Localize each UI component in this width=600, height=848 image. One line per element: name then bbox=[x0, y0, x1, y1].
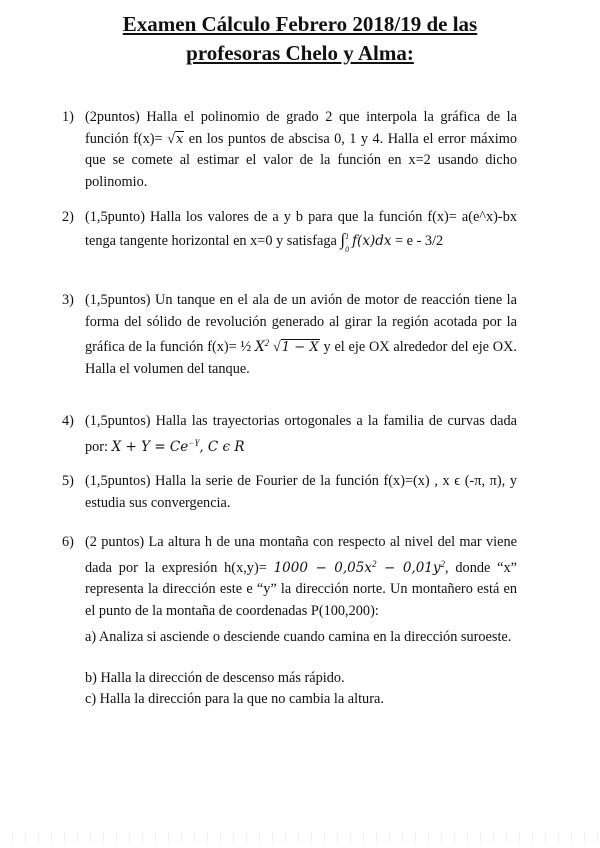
bottom-edge-divider bbox=[0, 832, 600, 842]
question-2 bbox=[62, 207, 517, 254]
subitem-b: b) Halla la dirección de descenso más rápido. bbox=[85, 670, 345, 686]
question-number: 6) bbox=[62, 534, 74, 550]
question-text: (2puntos) Halla el polinomio de grado 2 que interpola la gráfica de la función f(x)= bbox=[85, 109, 517, 147]
sqrt-argument: x bbox=[175, 131, 184, 147]
exponent: −Y bbox=[188, 437, 200, 448]
question-1 bbox=[62, 107, 517, 193]
sqrt-argument: 1 − X bbox=[281, 340, 319, 355]
question-number: 2) bbox=[62, 209, 74, 225]
integrand: f(x)dx bbox=[352, 232, 392, 249]
question-4 bbox=[62, 411, 517, 458]
subitem-c: c) Halla la dirección para la que no cambia la altura. bbox=[85, 691, 384, 707]
question-text: (1,5puntos) Halla las trayectorias ortogonales a la familia de curvas dada por: bbox=[85, 413, 517, 455]
question-text: (2 puntos) La altura h de una montaña con respecto al nivel del mar viene dada por la expresión h(x,y)= bbox=[85, 534, 517, 576]
question-text: y el eje OX alrededor del eje OX. Halla el volumen del tanque. bbox=[85, 339, 517, 377]
expression-part: 1000 − 0,05x bbox=[273, 559, 372, 576]
exponent: 2 bbox=[440, 558, 446, 569]
integral-upper-limit: 1 bbox=[345, 231, 350, 241]
question-3 bbox=[62, 290, 517, 380]
question-text: (1,5puntos) Halla la serie de Fourier de la función f(x)=(x) , x ϵ (-π, π), y estudia sus convergencia. bbox=[85, 473, 517, 511]
exponent: 2 bbox=[264, 338, 270, 348]
math-variable: X bbox=[254, 339, 265, 355]
title-line-2: profesoras Chelo y Alma: bbox=[186, 41, 414, 65]
equation-lhs: X + Y = Ce bbox=[111, 438, 189, 455]
question-text: en los puntos de abscisa 0, 1 y 4. Halla el error máximo que se comete al estimar el valor de la función en x=2 usando dicho polinomio. bbox=[85, 130, 517, 190]
integral-sign: ∫ bbox=[340, 229, 346, 249]
expression-part: − 0,01y bbox=[376, 559, 441, 576]
equation-rest: , C ϵ R bbox=[199, 438, 245, 455]
subitem-a: a) Analiza si asciende o desciende cuando camina en la dirección suroeste. bbox=[85, 629, 512, 645]
sqrt-icon: √ bbox=[167, 130, 175, 147]
question-5 bbox=[62, 471, 517, 514]
question-text: , donde “x” representa la dirección este e “y” la dirección norte. Un montañero está en el punto de la montaña de coordenadas P(100,200): bbox=[85, 559, 517, 619]
question-6 bbox=[62, 532, 517, 622]
question-number: 4) bbox=[62, 413, 74, 429]
question-number: 5) bbox=[62, 473, 74, 489]
question-text: (1,5punto) Halla los valores de a y b para que la función f(x)= a(e^x)-bx tenga tangente horizontal en x=0 y satisfaga bbox=[85, 209, 517, 249]
question-number: 3) bbox=[62, 292, 74, 308]
title-line-1: Examen Cálculo Febrero 2018/19 de las bbox=[122, 12, 478, 36]
sqrt-icon: √ bbox=[272, 339, 281, 355]
question-text: = e - 3/2 bbox=[391, 232, 444, 249]
integral-lower-limit: 0 bbox=[345, 244, 350, 254]
page-title bbox=[0, 10, 600, 68]
integral-limits bbox=[345, 231, 352, 254]
question-text: (1,5puntos) Un tanque en el ala de un avión de motor de reacción tiene la forma del sólido de revolución generado al girar la región acotada por la gráfica de la función f(x)= ½ bbox=[85, 292, 517, 355]
exponent: 2 bbox=[371, 558, 377, 569]
question-number: 1) bbox=[62, 109, 74, 125]
